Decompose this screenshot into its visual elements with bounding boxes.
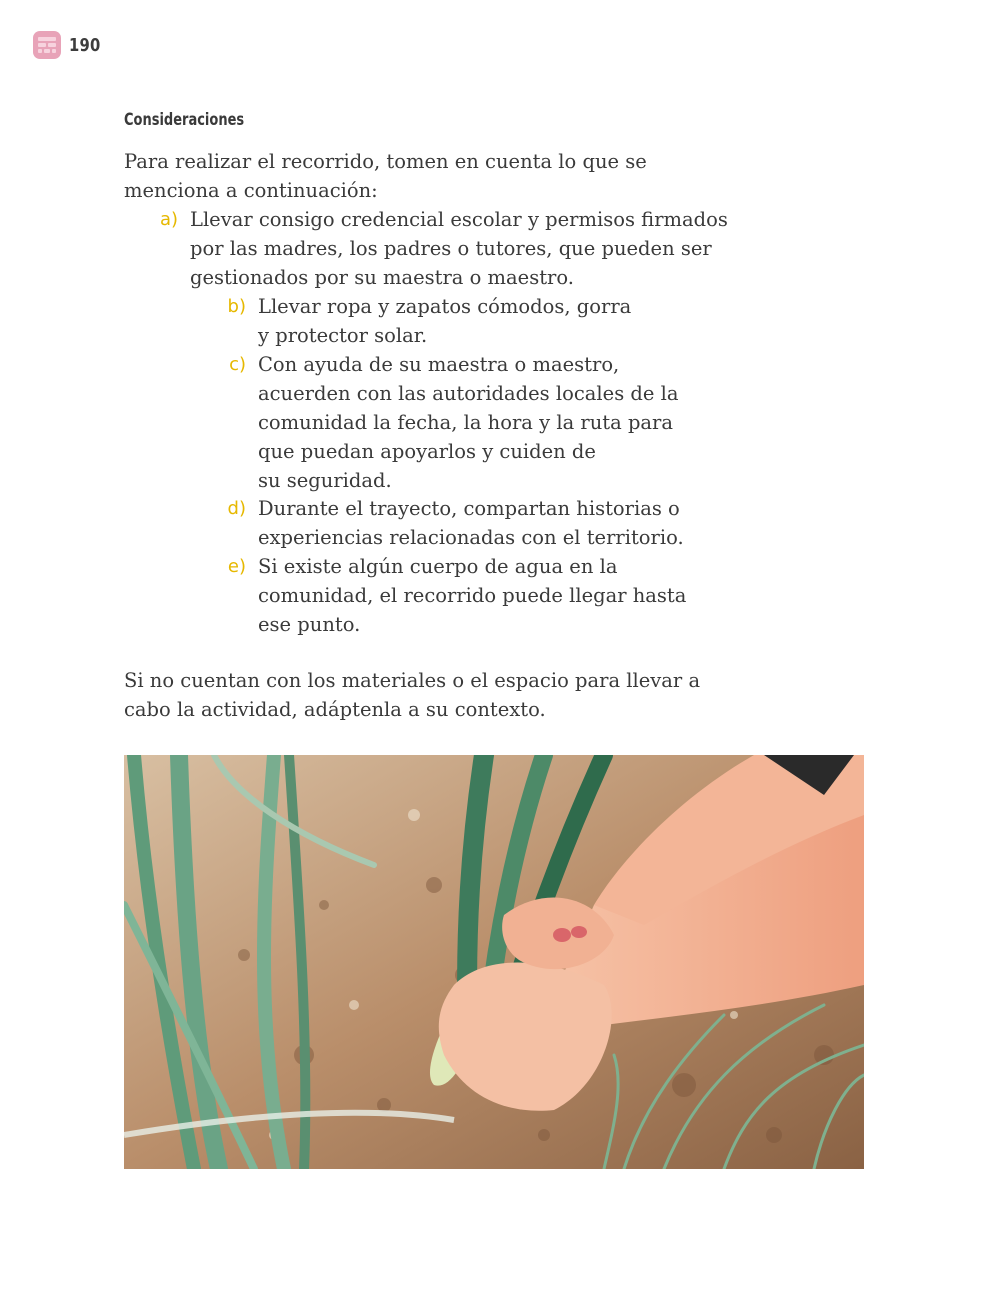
intro-paragraph: Para realizar el recorrido, tomen en cuenta lo que se menciona a continuación: bbox=[124, 150, 647, 202]
list-marker: c) bbox=[229, 354, 246, 375]
section-title: Consideraciones bbox=[124, 110, 245, 130]
page-header bbox=[33, 31, 107, 59]
list-item-text: Llevar ropa y zapatos cómodos, gorra y protector solar. bbox=[258, 295, 632, 347]
list-marker: b) bbox=[227, 296, 246, 317]
garden-photo bbox=[124, 755, 864, 1169]
list-marker: d) bbox=[227, 498, 246, 519]
list-item-text: Durante el trayecto, compartan historias o experiencias relacionadas con el territorio. bbox=[258, 497, 684, 549]
list-item bbox=[216, 292, 631, 350]
list-item bbox=[148, 205, 728, 292]
list-marker: e) bbox=[227, 556, 246, 577]
closing-paragraph: Si no cuentan con los materiales o el espacio para llevar a cabo la actividad, adáptenla a su contexto. bbox=[124, 669, 701, 721]
list-item bbox=[216, 494, 684, 552]
list-item bbox=[216, 350, 678, 495]
page-number: 190 bbox=[69, 34, 101, 56]
list-marker: a) bbox=[159, 209, 178, 230]
list-item bbox=[216, 552, 686, 639]
list-item-text: Llevar consigo credencial escolar y permisos firmados por las madres, los padres o tutores, que pueden ser gestionados por su maestra o maestro. bbox=[190, 208, 728, 289]
book-logo-icon bbox=[33, 31, 61, 59]
list-item-text: Con ayuda de su maestra o maestro, acuerden con las autoridades locales de la comunidad la fecha, la hora y la ruta para que puedan apoyarlos y cuiden de su seguridad. bbox=[258, 353, 679, 492]
list-item-text: Si existe algún cuerpo de agua en la comunidad, el recorrido puede llegar hasta ese punto. bbox=[258, 555, 687, 636]
